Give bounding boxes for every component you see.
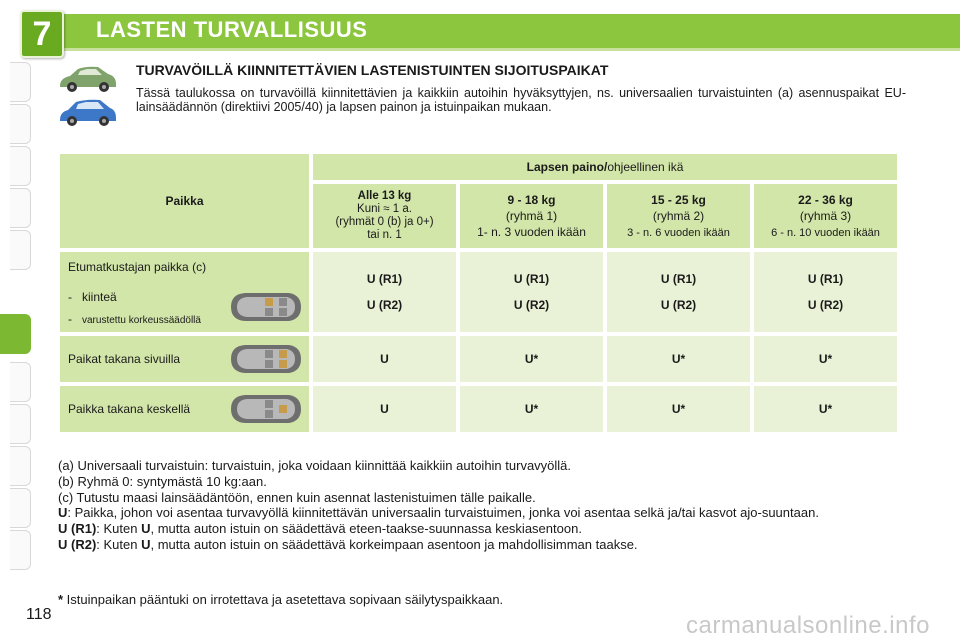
- chapter-tab[interactable]: [10, 188, 31, 228]
- group-2-header: 15 - 25 kg (ryhmä 2) 3 - n. 6 vuoden ikään: [607, 184, 750, 248]
- watermark: carmanualsonline.info: [686, 612, 930, 639]
- chapter-tabs: [0, 62, 34, 582]
- front-group-0: U (R1) U (R2): [313, 252, 456, 332]
- rear-center-cell: [60, 386, 309, 432]
- note-u: U: Paikka, johon voi asentaa turvavyöllä kiinnitettävän universaalin turvaistuimen, jonka voi asentaa selkä ja/tai kasvot ajo-suuntaan.: [58, 505, 819, 521]
- front-adjustable-label: - varustettu korkeussäädöllä: [68, 312, 201, 326]
- note-u-r2: U (R2): Kuten U, mutta auton istuin on säädettävä korkeimpaan asentoon ja mahdollisimman taakse.: [58, 536, 638, 552]
- front-seat-label: Etumatkustajan paikka (c): [68, 260, 207, 274]
- intro-paragraph: Tässä taulukossa on turvavöillä kiinnitettävien ja kaikkiin autoihin hyväksyttyjen, ns. universaalien turvaistuinten (a) asennuspaikat EU-lainsäädännön (direktiivi 2005/40) ja lapsen painon ja istuinpaikan mukaan.: [136, 86, 906, 114]
- note-a: (a) Universaali turvaistuin: turvaistuin, joka voidaan kiinnittää kaikkiin autoihin turvavyöllä.: [58, 458, 572, 473]
- chapter-tab[interactable]: [10, 404, 31, 444]
- rear-center-group-2: U*: [607, 386, 750, 432]
- chapter-tab[interactable]: [10, 230, 31, 270]
- header-underline: [40, 48, 960, 51]
- group-1-header: 9 - 18 kg (ryhmä 1) 1- n. 3 vuoden ikään: [460, 184, 603, 248]
- blue-car-icon: [56, 98, 120, 128]
- note-star: * Istuinpaikan pääntuki on irrotettava ja asetettava sopivaan säilytyspaikkaan.: [58, 592, 504, 607]
- green-car-icon: [56, 64, 120, 94]
- note-b: (b) Ryhmä 0: syntymästä 10 kg:aan.: [58, 473, 267, 489]
- chapter-tab[interactable]: [10, 488, 31, 528]
- chapter-tab[interactable]: [10, 530, 31, 570]
- front-group-1: U (R1) U (R2): [460, 252, 603, 332]
- section-title: TURVAVÖILLÄ KIINNITETTÄVIEN LASTENISTUINTEN SIJOITUSPAIKAT: [136, 62, 609, 78]
- rear-side-group-1: U*: [460, 336, 603, 382]
- car-seat-rear-center-icon: [225, 390, 305, 428]
- front-seat-cell: [60, 252, 309, 332]
- rear-center-group-0: U: [313, 386, 456, 432]
- group-0-header: Alle 13 kg Kuni ≈ 1 a. (ryhmät 0 (b) ja 0+) tai n. 1: [313, 184, 456, 248]
- group-3-header: 22 - 36 kg (ryhmä 3) 6 - n. 10 vuoden ikään: [754, 184, 897, 248]
- car-seat-rear-side-icon: [225, 340, 305, 378]
- chapter-tab[interactable]: [10, 62, 31, 102]
- front-fixed-label: - kiinteä: [68, 290, 117, 304]
- chapter-tab[interactable]: [10, 362, 31, 402]
- rear-side-label: Paikat takana sivuilla: [68, 352, 181, 366]
- page-number: 118: [26, 606, 52, 623]
- chapter-number: 7: [20, 10, 64, 58]
- chapter-tab[interactable]: [10, 446, 31, 486]
- rear-side-cell: [60, 336, 309, 382]
- place-header: Paikka: [60, 154, 309, 248]
- rear-center-label: Paikka takana keskellä: [68, 402, 191, 416]
- rear-center-group-1: U*: [460, 386, 603, 432]
- note-c: (c) Tutustu maasi lainsäädäntöön, ennen kuin asennat lastenistuimen tälle paikalle.: [58, 489, 536, 505]
- front-group-2: U (R1) U (R2): [607, 252, 750, 332]
- rear-side-group-3: U*: [754, 336, 897, 382]
- chapter-tab-active[interactable]: [0, 314, 31, 354]
- weight-header: Lapsen paino/ohjeellinen ikä: [313, 154, 897, 180]
- front-group-3: U (R1) U (R2): [754, 252, 897, 332]
- chapter-tab[interactable]: [10, 104, 31, 144]
- note-u-r1: U (R1): Kuten U, mutta auton istuin on säädettävä eteen-taakse-suunnassa keskiasentoon.: [58, 521, 582, 537]
- rear-side-group-2: U*: [607, 336, 750, 382]
- rear-center-group-3: U*: [754, 386, 897, 432]
- seat-placement-table: [56, 150, 901, 436]
- car-seat-front-icon: [225, 288, 305, 326]
- rear-side-group-0: U: [313, 336, 456, 382]
- footnotes: [58, 458, 906, 553]
- chapter-tab[interactable]: [10, 146, 31, 186]
- page-title: LASTEN TURVALLISUUS: [96, 17, 368, 42]
